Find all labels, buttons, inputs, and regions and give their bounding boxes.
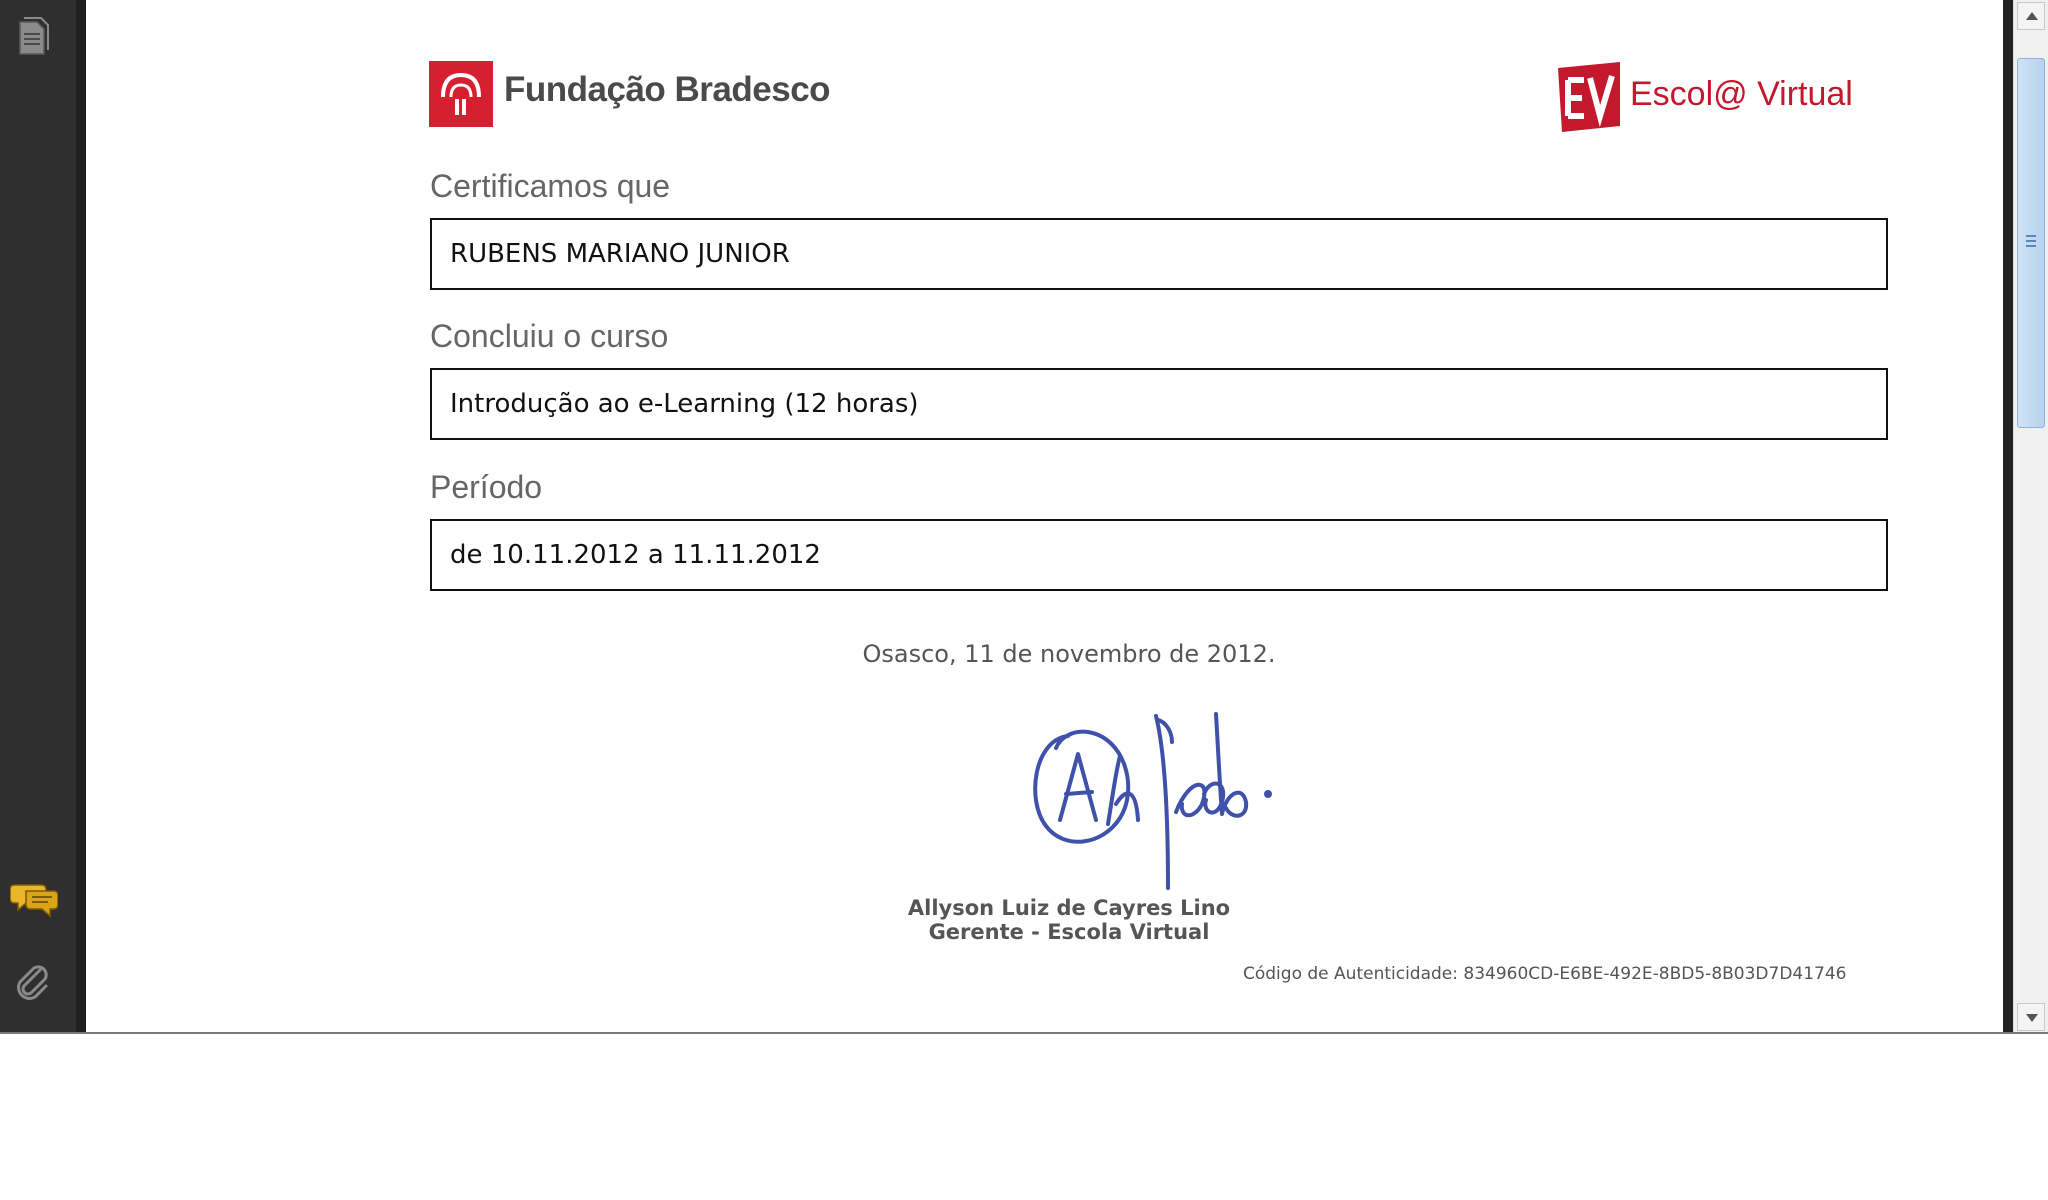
course-value: Introdução ao e-Learning (12 horas)	[450, 389, 919, 419]
escola-virtual-logo-text: Escol@ Virtual	[1630, 75, 1853, 113]
name-value: RUBENS MARIANO JUNIOR	[450, 239, 790, 269]
period-label: Período	[430, 469, 543, 505]
signer-name: Allyson Luiz de Cayres Lino	[907, 896, 1231, 920]
left-navigation-pane	[0, 0, 76, 1033]
period-field	[430, 519, 1888, 591]
bradesco-logo-icon	[429, 61, 493, 127]
certify-label: Certificamos que	[430, 168, 671, 204]
authenticity-code: Código de Autenticidade: 834960CD-E6BE-492E-8BD5-8B03D7D41746	[1243, 964, 1847, 984]
document-page	[86, 0, 2002, 1033]
grip-icon	[2026, 235, 2036, 249]
course-label: Concluiu o curso	[430, 318, 669, 354]
name-field	[430, 218, 1888, 290]
scroll-up-button[interactable]	[2017, 2, 2045, 30]
scroll-thumb[interactable]	[2017, 58, 2045, 428]
comments-icon[interactable]	[10, 877, 54, 921]
chevron-up-icon	[2026, 12, 2038, 20]
window-bottom-border	[0, 1032, 2048, 1034]
escola-virtual-logo-icon	[1554, 60, 1624, 136]
attachments-icon[interactable]	[10, 960, 54, 1004]
vertical-scrollbar[interactable]	[2013, 0, 2048, 1033]
signature	[1016, 708, 1376, 898]
chevron-down-icon	[2026, 1014, 2038, 1022]
signer-role: Gerente - Escola Virtual	[928, 920, 1210, 944]
page-edge-shadow	[2003, 0, 2013, 1033]
pages-icon[interactable]	[10, 14, 54, 58]
scroll-down-button[interactable]	[2017, 1003, 2045, 1031]
bradesco-logo-text: Fundação Bradesco	[504, 70, 831, 109]
period-value: de 10.11.2012 a 11.11.2012	[450, 540, 821, 570]
pane-divider[interactable]	[76, 0, 86, 1033]
course-field	[430, 368, 1888, 440]
place-date: Osasco, 11 de novembro de 2012.	[862, 640, 1276, 668]
